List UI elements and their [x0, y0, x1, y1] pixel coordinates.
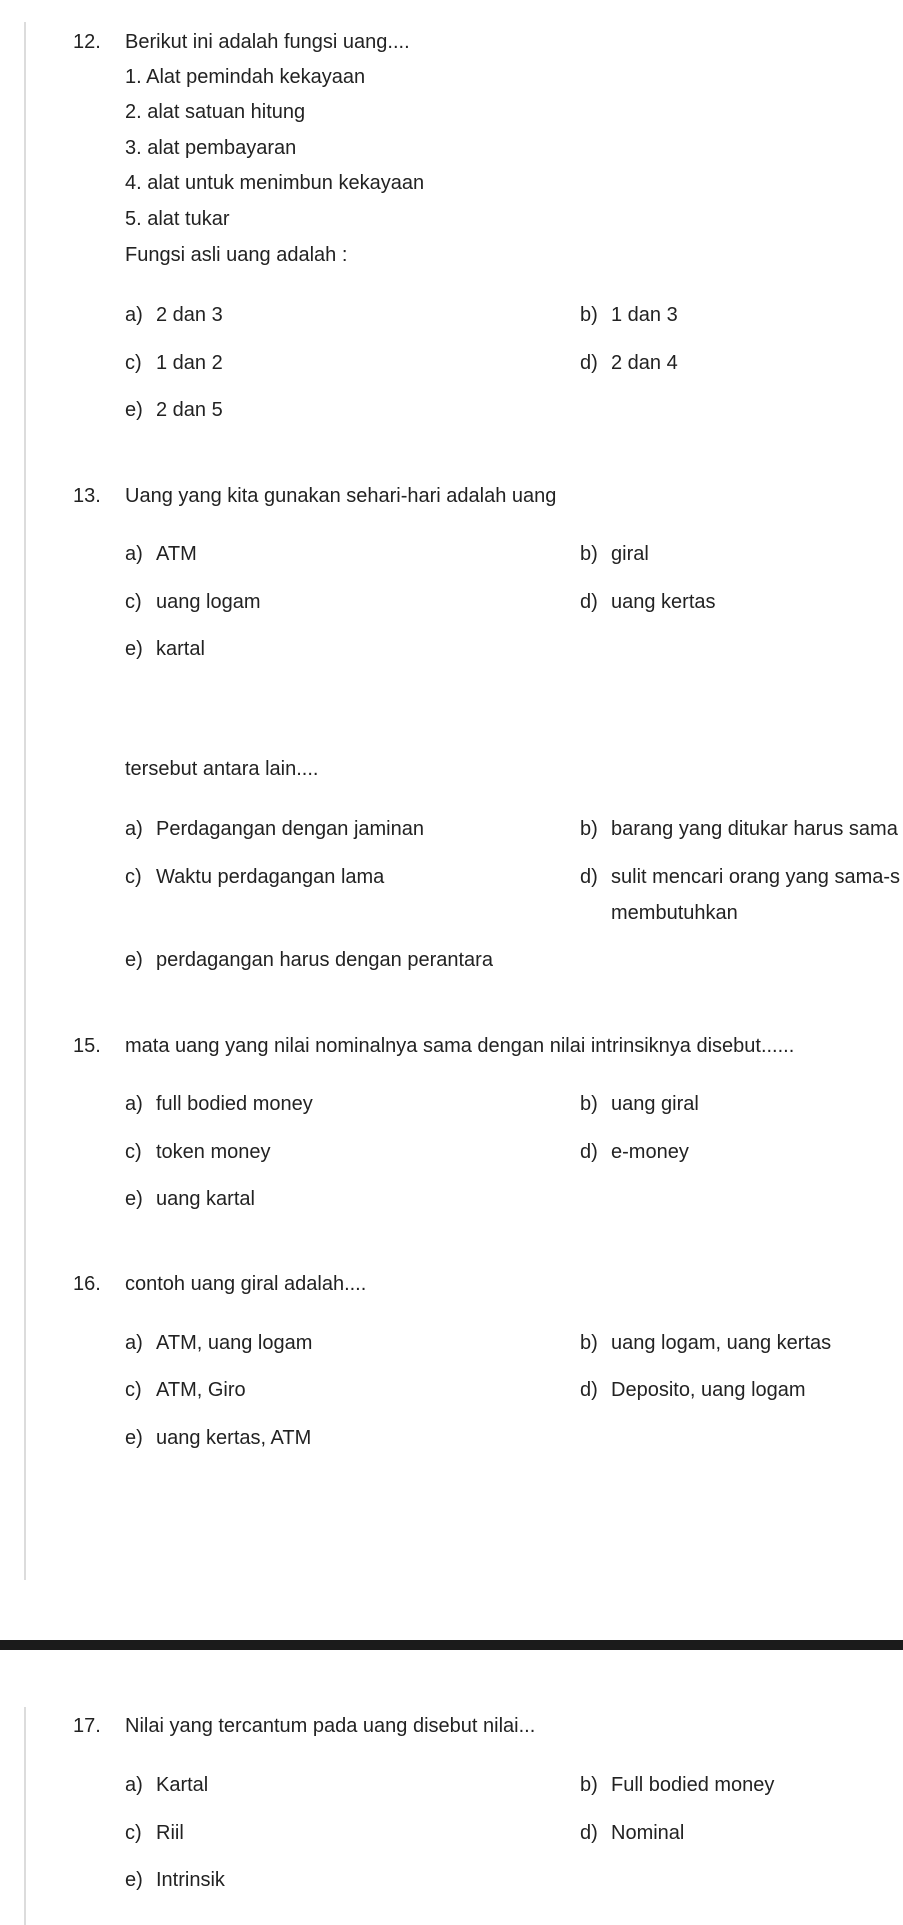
question-number: 17. — [73, 1715, 101, 1737]
option-letter: e) — [125, 1188, 143, 1210]
option-letter: d) — [580, 1141, 598, 1163]
option-text: kartal — [156, 638, 205, 660]
statement-item: 3. alat pembayaran — [125, 137, 297, 159]
answer-option-c[interactable] — [125, 1140, 271, 1164]
option-text: Kartal — [156, 1774, 209, 1796]
option-text: uang kartal — [156, 1188, 255, 1210]
option-letter: d) — [580, 1379, 598, 1401]
option-letter: e) — [125, 949, 143, 971]
option-letter: d) — [580, 352, 598, 374]
option-text: Deposito, uang logam — [611, 1379, 806, 1401]
question-number: 16. — [73, 1273, 101, 1295]
option-text: ATM, Giro — [156, 1379, 246, 1401]
option-letter: c) — [125, 1379, 142, 1401]
option-text: Full bodied money — [611, 1774, 775, 1796]
answer-option-d[interactable] — [580, 1140, 689, 1164]
statement-item: 5. alat tukar — [125, 208, 230, 230]
option-text: uang logam — [156, 591, 261, 613]
answer-option-a[interactable] — [125, 1092, 313, 1116]
option-letter: d) — [580, 866, 598, 888]
answer-option-b[interactable] — [580, 817, 898, 841]
option-d-continuation: membutuhkan — [611, 902, 738, 924]
question-text: contoh uang giral adalah.... — [125, 1273, 367, 1295]
option-letter: c) — [125, 1141, 142, 1163]
option-text: full bodied money — [156, 1093, 313, 1115]
option-text: uang kertas, ATM — [156, 1427, 312, 1449]
answer-option-b[interactable] — [580, 1331, 831, 1355]
option-letter: e) — [125, 1869, 143, 1891]
option-text: 2 dan 4 — [611, 352, 678, 374]
option-text: ATM — [156, 543, 197, 565]
option-text: perdagangan harus dengan perantara — [156, 949, 493, 971]
option-letter: a) — [125, 818, 143, 840]
option-text: 2 dan 5 — [156, 399, 223, 421]
option-text: Nominal — [611, 1822, 685, 1844]
question-prompt: Fungsi asli uang adalah : — [125, 244, 348, 266]
answer-option-e[interactable] — [125, 948, 493, 972]
option-letter: a) — [125, 543, 143, 565]
answer-option-a[interactable] — [125, 1331, 312, 1355]
option-letter: e) — [125, 638, 143, 660]
answer-option-b[interactable] — [580, 1092, 699, 1116]
option-letter: b) — [580, 543, 598, 565]
option-letter: b) — [580, 1093, 598, 1115]
option-text: barang yang ditukar harus sama — [611, 818, 898, 840]
option-letter: d) — [580, 1822, 598, 1844]
option-text: 1 dan 2 — [156, 352, 223, 374]
option-text: ATM, uang logam — [156, 1332, 313, 1354]
answer-option-b[interactable] — [580, 1773, 774, 1797]
question-number: 15. — [73, 1035, 101, 1057]
option-letter: c) — [125, 1822, 142, 1844]
option-letter: d) — [580, 591, 598, 613]
answer-option-c[interactable] — [125, 1821, 184, 1845]
question-text: mata uang yang nilai nominalnya sama dengan nilai intrinsiknya disebut...... — [125, 1035, 795, 1057]
option-letter: e) — [125, 399, 143, 421]
answer-option-e[interactable] — [125, 1868, 225, 1892]
option-text: Intrinsik — [156, 1869, 225, 1891]
option-letter: c) — [125, 866, 142, 888]
option-letter: a) — [125, 1093, 143, 1115]
option-letter: e) — [125, 1427, 143, 1449]
answer-option-c[interactable] — [125, 865, 384, 889]
question-text: Nilai yang tercantum pada uang disebut nilai... — [125, 1715, 536, 1737]
answer-option-d[interactable] — [580, 865, 900, 889]
option-letter: b) — [580, 304, 598, 326]
option-text: e-money — [611, 1141, 689, 1163]
answer-option-e[interactable] — [125, 1187, 255, 1211]
option-letter: a) — [125, 1774, 143, 1796]
option-letter: b) — [580, 818, 598, 840]
option-letter: c) — [125, 591, 142, 613]
question-number: 13. — [73, 485, 101, 507]
answer-option-e[interactable] — [125, 1426, 311, 1450]
question-number: 12. — [73, 31, 101, 53]
answer-option-d[interactable] — [580, 1378, 806, 1402]
question-text: Uang yang kita gunakan sehari-hari adalah uang — [125, 485, 557, 507]
option-letter: a) — [125, 1332, 143, 1354]
option-text: giral — [611, 543, 649, 565]
answer-option-a[interactable] — [125, 817, 424, 841]
option-text: Waktu perdagangan lama — [156, 866, 385, 888]
option-letter: a) — [125, 304, 143, 326]
option-text: Riil — [156, 1822, 184, 1844]
question-text-line-2: tersebut antara lain.... — [125, 758, 319, 780]
option-text: uang kertas — [611, 591, 716, 613]
option-text: Perdagangan dengan jaminan — [156, 818, 424, 840]
question-text: Berikut ini adalah fungsi uang.... — [125, 31, 410, 53]
option-text: 1 dan 3 — [611, 304, 678, 326]
statement-item: 1. Alat pemindah kekayaan — [125, 66, 366, 88]
option-letter: b) — [580, 1774, 598, 1796]
option-text: 2 dan 3 — [156, 304, 223, 326]
option-text: token money — [156, 1141, 271, 1163]
option-text: uang logam, uang kertas — [611, 1332, 832, 1354]
answer-option-c[interactable] — [125, 1378, 246, 1402]
answer-option-a[interactable] — [125, 1773, 208, 1797]
option-text: sulit mencari orang yang sama-s — [611, 866, 901, 888]
statement-item: 4. alat untuk menimbun kekayaan — [125, 172, 425, 194]
option-text: uang giral — [611, 1093, 699, 1115]
statement-item: 2. alat satuan hitung — [125, 101, 306, 123]
option-letter: b) — [580, 1332, 598, 1354]
answer-option-d[interactable] — [580, 1821, 684, 1845]
option-letter: c) — [125, 352, 142, 374]
